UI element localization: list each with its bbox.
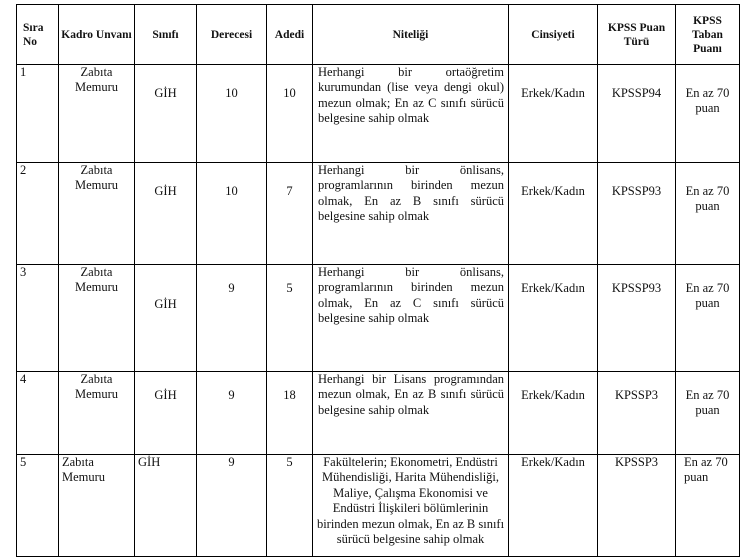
sira-no-cell: 5 xyxy=(17,455,59,557)
niteligi-cell: Herhangi bir Lisans programından mezun olmak, En az B sınıfı sürücü belgesine sahip olmak xyxy=(313,372,509,455)
adedi-cell: 7 xyxy=(267,163,313,265)
cinsiyeti-cell: Erkek/Kadın xyxy=(509,455,598,557)
cinsiyeti-cell: Erkek/Kadın xyxy=(509,372,598,455)
derecesi-cell: 9 xyxy=(197,265,267,372)
derecesi-cell: 10 xyxy=(197,163,267,265)
kpss-taban-puani-cell: En az 70 puan xyxy=(676,265,740,372)
derecesi-cell: 9 xyxy=(197,455,267,557)
header-kpss-taban-puani: KPSS Taban Puanı xyxy=(676,5,740,65)
adedi-cell: 18 xyxy=(267,372,313,455)
header-sira-no: Sıra No xyxy=(17,5,59,65)
kadro-unvani-cell: Zabıta Memuru xyxy=(59,65,135,163)
kpss-puan-turu-cell: KPSSP3 xyxy=(598,372,676,455)
kadro-unvani-cell: Zabıta Memuru xyxy=(59,265,135,372)
header-cinsiyeti: Cinsiyeti xyxy=(509,5,598,65)
kpss-puan-turu-cell: KPSSP93 xyxy=(598,265,676,372)
kadro-unvani-cell: Zabıta Memuru xyxy=(59,163,135,265)
kadro-unvani-cell: Zabıta Memuru xyxy=(59,372,135,455)
kpss-taban-puani-cell: En az 70 puan xyxy=(676,455,740,557)
cinsiyeti-cell: Erkek/Kadın xyxy=(509,163,598,265)
sinifi-cell: GİH xyxy=(135,65,197,163)
header-kpss-puan-turu: KPSS Puan Türü xyxy=(598,5,676,65)
table-row xyxy=(17,372,740,455)
sira-no-cell: 4 xyxy=(17,372,59,455)
kadro-unvani-cell: Zabıta Memuru xyxy=(59,455,135,557)
header-sinifi: Sınıfı xyxy=(135,5,197,65)
niteligi-cell: Herhangi bir önlisans, programlarının birinden mezun olmak, En az C sınıfı sürücü belgesine sahip olmak xyxy=(313,265,509,372)
header-niteligi: Niteliği xyxy=(313,5,509,65)
table-header-row xyxy=(17,5,740,65)
adedi-cell: 5 xyxy=(267,455,313,557)
sinifi-cell: GİH xyxy=(135,163,197,265)
kpss-taban-puani-cell: En az 70 puan xyxy=(676,372,740,455)
positions-table xyxy=(16,4,740,557)
niteligi-cell: Herhangi bir ortaöğretim kurumundan (lise veya dengi okul) mezun olmak; En az C sınıfı sürücü belgesine sahip olmak xyxy=(313,65,509,163)
derecesi-cell: 9 xyxy=(197,372,267,455)
niteligi-cell: Herhangi bir önlisans, programlarının birinden mezun olmak, En az B sınıfı sürücü belgesine sahip olmak xyxy=(313,163,509,265)
header-derecesi: Derecesi xyxy=(197,5,267,65)
sira-no-cell: 3 xyxy=(17,265,59,372)
adedi-cell: 10 xyxy=(267,65,313,163)
niteligi-cell: Fakültelerin; Ekonometri, Endüstri Mühendisliği, Harita Mühendisliği, Maliye, Çalışma Ekonomisi ve Endüstri İlişkileri bölümlerinin birinden mezun olmak, En az B sınıfı sürücü belgesine sahip olmak xyxy=(313,455,509,557)
header-kadro-unvani: Kadro Unvanı xyxy=(59,5,135,65)
table-row xyxy=(17,163,740,265)
kpss-taban-puani-cell: En az 70 puan xyxy=(676,163,740,265)
cinsiyeti-cell: Erkek/Kadın xyxy=(509,265,598,372)
table-row xyxy=(17,265,740,372)
sinifi-cell: GİH xyxy=(135,265,197,372)
kpss-puan-turu-cell: KPSSP3 xyxy=(598,455,676,557)
adedi-cell: 5 xyxy=(267,265,313,372)
sira-no-cell: 1 xyxy=(17,65,59,163)
sinifi-cell: GİH xyxy=(135,372,197,455)
kpss-puan-turu-cell: KPSSP93 xyxy=(598,163,676,265)
sinifi-cell: GİH xyxy=(135,455,197,557)
kpss-taban-puani-cell: En az 70 puan xyxy=(676,65,740,163)
table-row xyxy=(17,455,740,557)
cinsiyeti-cell: Erkek/Kadın xyxy=(509,65,598,163)
table-row xyxy=(17,65,740,163)
kpss-puan-turu-cell: KPSSP94 xyxy=(598,65,676,163)
header-adedi: Adedi xyxy=(267,5,313,65)
sira-no-cell: 2 xyxy=(17,163,59,265)
derecesi-cell: 10 xyxy=(197,65,267,163)
